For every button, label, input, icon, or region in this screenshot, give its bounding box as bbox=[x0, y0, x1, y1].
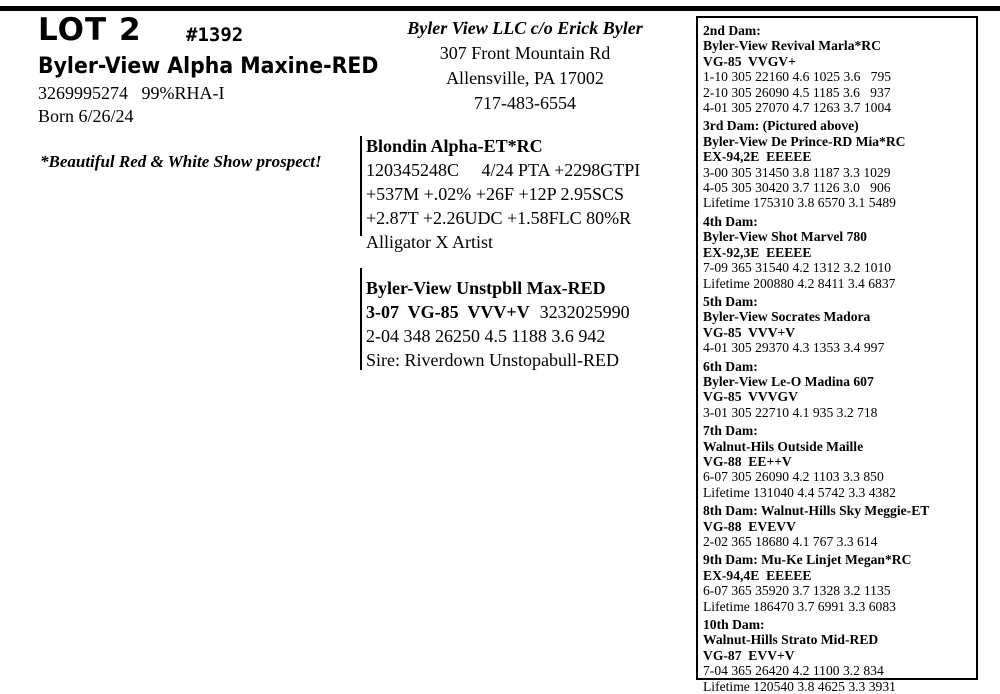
pedigree-record: 7-09 365 31540 4.2 1312 3.2 1010 bbox=[703, 260, 892, 276]
pedigree-record: Lifetime 175310 3.8 6570 3.1 5489 bbox=[703, 195, 896, 211]
pedigree-record: 4-01 305 29370 4.3 1353 3.4 997 bbox=[703, 340, 885, 356]
pedigree-heading: VG-85 VVV+V bbox=[703, 324, 796, 340]
sire-block bbox=[366, 134, 640, 254]
seller-address: 307 Front Mountain Rd bbox=[439, 43, 611, 63]
pedigree-heading: Byler-View Revival Marla*RC bbox=[703, 38, 881, 54]
sire-line: 120345248C 4/24 PTA +2298GTPI bbox=[366, 160, 641, 180]
pedigree-entry bbox=[703, 552, 976, 614]
pedigree-heading: EX-94,2E EEEEE bbox=[703, 149, 812, 165]
dam-record: 2-04 348 26250 4.5 1188 3.6 942 bbox=[366, 326, 606, 346]
pedigree-record: 6-07 305 26090 4.2 1103 3.3 850 bbox=[703, 469, 884, 485]
promo-note: *Beautiful Red & White Show prospect! bbox=[40, 152, 322, 171]
pedigree-record: 2-02 365 18680 4.1 767 3.3 614 bbox=[703, 534, 878, 549]
dam-name: Byler-View Unstpbll Max-RED bbox=[366, 278, 606, 298]
pedigree-heading: 8th Dam: Walnut-Hills Sky Meggie-ET bbox=[703, 503, 930, 519]
sire-line: Alligator X Artist bbox=[366, 232, 493, 252]
pedigree-heading: 7th Dam: bbox=[703, 423, 758, 439]
pedigree-heading: 5th Dam: bbox=[703, 293, 758, 309]
pedigree-heading: EX-94,4E EEEEE bbox=[703, 567, 812, 583]
sire-line: +2.87T +2.26UDC +1.58FLC 80%R bbox=[366, 208, 632, 228]
pedigree-record: Lifetime 131040 4.4 5742 3.3 4382 bbox=[703, 484, 896, 500]
seller-phone: 717-483-6554 bbox=[474, 93, 576, 113]
dam-divider bbox=[360, 268, 362, 370]
pedigree-record: Lifetime 200880 4.2 8411 3.4 6837 bbox=[703, 275, 896, 291]
pedigree-heading: VG-88 EE++V bbox=[703, 453, 792, 469]
pedigree-entry bbox=[703, 617, 976, 694]
sire-name: Blondin Alpha-ET*RC bbox=[366, 136, 543, 156]
pedigree-heading: 2nd Dam: bbox=[703, 23, 761, 38]
pedigree-heading: VG-85 VVGV+ bbox=[703, 53, 796, 69]
pedigree-heading: 6th Dam: bbox=[703, 358, 758, 374]
pedigree-entry bbox=[703, 214, 976, 291]
lot-number: #1392 bbox=[186, 24, 244, 46]
pedigree-entry bbox=[703, 118, 976, 210]
pedigree-entry bbox=[703, 294, 976, 356]
dam-registration: 3232025990 bbox=[539, 302, 630, 322]
pedigree-heading: VG-88 EVEVV bbox=[703, 518, 796, 534]
dam-block bbox=[366, 276, 630, 372]
pedigree-record: 7-04 365 26420 4.2 1100 3.2 834 bbox=[703, 663, 884, 679]
pedigree-heading: VG-85 VVVGV bbox=[703, 389, 798, 405]
pedigree-heading: Byler-View Shot Marvel 780 bbox=[703, 229, 867, 245]
pedigree-heading: Walnut-Hills Strato Mid-RED bbox=[703, 632, 879, 648]
pedigree-record: 2-10 305 26090 4.5 1185 3.6 937 bbox=[703, 84, 891, 100]
pedigree-record: Lifetime 120540 3.8 4625 3.3 3931 bbox=[703, 678, 896, 694]
pedigree-record: 4-01 305 27070 4.7 1263 3.7 1004 bbox=[703, 100, 892, 116]
animal-registration: 3269995274 99%RHA-I bbox=[38, 83, 225, 103]
seller-block bbox=[380, 16, 670, 116]
dam-sire: Sire: Riverdown Unstopabull-RED bbox=[366, 350, 619, 370]
animal-name: Byler-View Alpha Maxine-RED bbox=[38, 54, 379, 79]
pedigree-heading: 4th Dam: bbox=[703, 213, 758, 229]
pedigree-heading: Byler-View Le-O Madina 607 bbox=[703, 373, 874, 389]
pedigree-record: 4-05 305 30420 3.7 1126 3.0 906 bbox=[703, 180, 891, 196]
pedigree-entry bbox=[703, 23, 976, 115]
pedigree-entry bbox=[703, 423, 976, 500]
lot-label: LOT 2 bbox=[38, 12, 142, 48]
seller-city: Allensville, PA 17002 bbox=[446, 68, 604, 88]
pedigree-record: 1-10 305 22160 4.6 1025 3.6 795 bbox=[703, 69, 892, 85]
birth-date: Born 6/26/24 bbox=[38, 106, 134, 126]
pedigree-heading: 9th Dam: Mu-Ke Linjet Megan*RC bbox=[703, 552, 912, 568]
pedigree-heading: EX-92,3E EEEEE bbox=[703, 244, 812, 260]
pedigree-record: 3-01 305 22710 4.1 935 3.2 718 bbox=[703, 404, 878, 420]
pedigree-record: 3-00 305 31450 3.8 1187 3.3 1029 bbox=[703, 164, 891, 180]
pedigree-entry bbox=[703, 359, 976, 421]
pedigree-heading: Walnut-Hils Outside Maille bbox=[703, 438, 864, 454]
top-rule bbox=[0, 6, 1000, 11]
pedigree-entry bbox=[703, 503, 976, 549]
pedigree-heading: 10th Dam: bbox=[703, 617, 765, 633]
pedigree-heading: Byler-View De Prince-RD Mia*RC bbox=[703, 133, 906, 149]
pedigree-heading: VG-87 EVV+V bbox=[703, 647, 795, 663]
pedigree-heading: Byler-View Socrates Madora bbox=[703, 309, 871, 325]
pedigree-heading: 3rd Dam: (Pictured above) bbox=[703, 118, 859, 134]
dam-classification-row bbox=[366, 300, 630, 324]
sire-divider bbox=[360, 136, 362, 236]
dam-classification: 3-07 VG-85 VVV+V bbox=[366, 302, 530, 322]
pedigree-box bbox=[696, 16, 978, 694]
sire-line: +537M +.02% +26F +12P 2.95SCS bbox=[366, 184, 624, 204]
pedigree-record: 6-07 365 35920 3.7 1328 3.2 1135 bbox=[703, 583, 891, 599]
seller-owner: Byler View LLC c/o Erick Byler bbox=[407, 18, 643, 38]
pedigree-record: Lifetime 186470 3.7 6991 3.3 6083 bbox=[703, 598, 896, 614]
